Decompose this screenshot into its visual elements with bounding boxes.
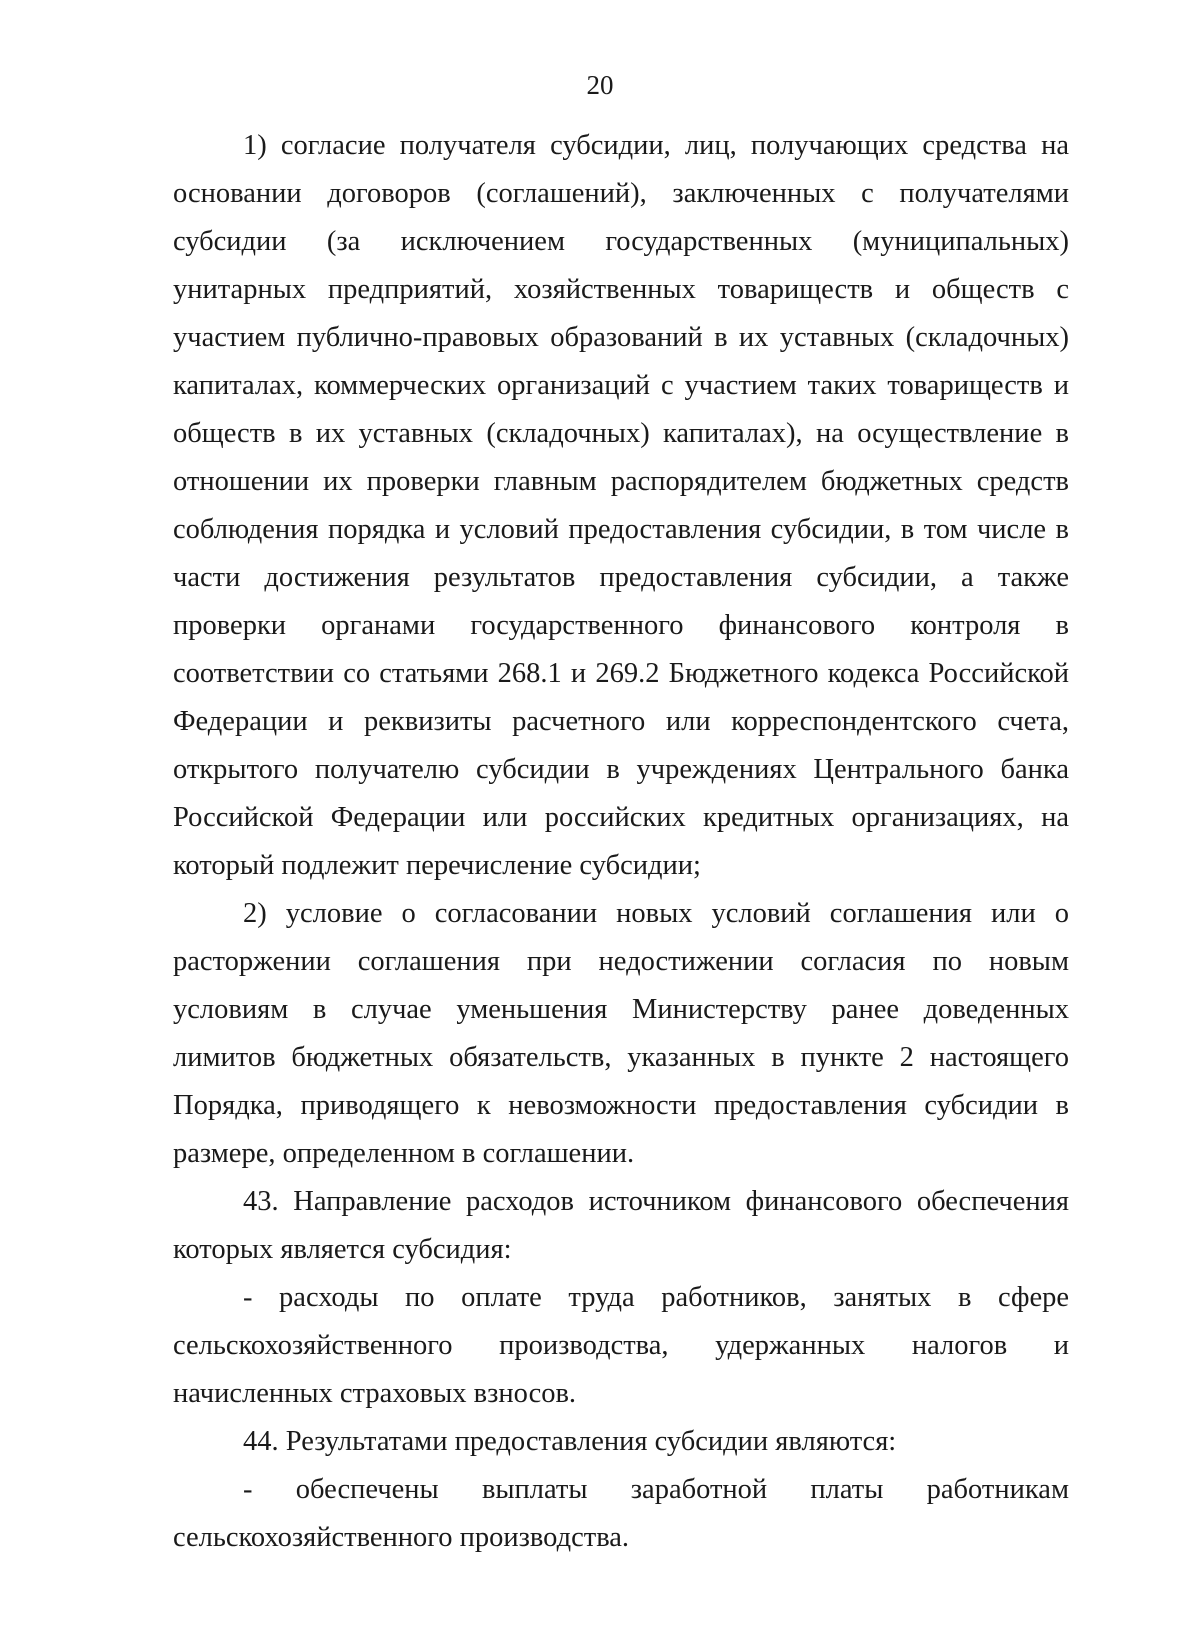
paragraph-43-bullet: - расходы по оплате труда работников, занятых в сфере сельскохозяйственного производства, удержанных налогов и начисленных страховых взносов. xyxy=(173,1282,1069,1409)
paragraph-item-2: 2) условие о согласовании новых условий соглашения или о расторжении соглашения при недостижении согласия по новым условиям в случае уменьшения Министерству ранее доведенных лимитов бюджетных обязательств, указанных в пункте 2 настоящего Порядка, приводящего к невозможности предоставления субсидии в размере, определенном в соглашении. xyxy=(173,898,1069,1169)
document-body xyxy=(173,122,1069,1562)
page-number: 20 xyxy=(586,70,614,100)
paragraph-43: 43. Направление расходов источником финансового обеспечения которых является субсидия: xyxy=(173,1186,1069,1265)
paragraph-item-1: 1) согласие получателя субсидии, лиц, получающих средства на основании договоров (соглашений), заключенных с получателями субсидии (за исключением государственных (муниципальных) унитарных предприятий, хозяйственных товариществ и обществ с участием публично-правовых образований в их уставных (складочных) капиталах, коммерческих организаций с участием таких товариществ и обществ в их уставных (складочных) капиталах), на осуществление в отношении их проверки главным распорядителем бюджетных средств соблюдения порядка и условий предоставления субсидии, в том числе в части достижения результатов предоставления субсидии, а также проверки органами государственного финансового контроля в соответствии со статьями 268.1 и 269.2 Бюджетного кодекса Российской Федерации и реквизиты расчетного или корреспондентского счета, открытого получателю субсидии в учреждениях Центрального банка Российской Федерации или российских кредитных организациях, на который подлежит перечисление субсидии; xyxy=(173,130,1069,881)
paragraph-44-bullet: - обеспечены выплаты заработной платы работникам сельскохозяйственного производства. xyxy=(173,1474,1069,1553)
paragraph-44: 44. Результатами предоставления субсидии являются: xyxy=(243,1426,897,1457)
